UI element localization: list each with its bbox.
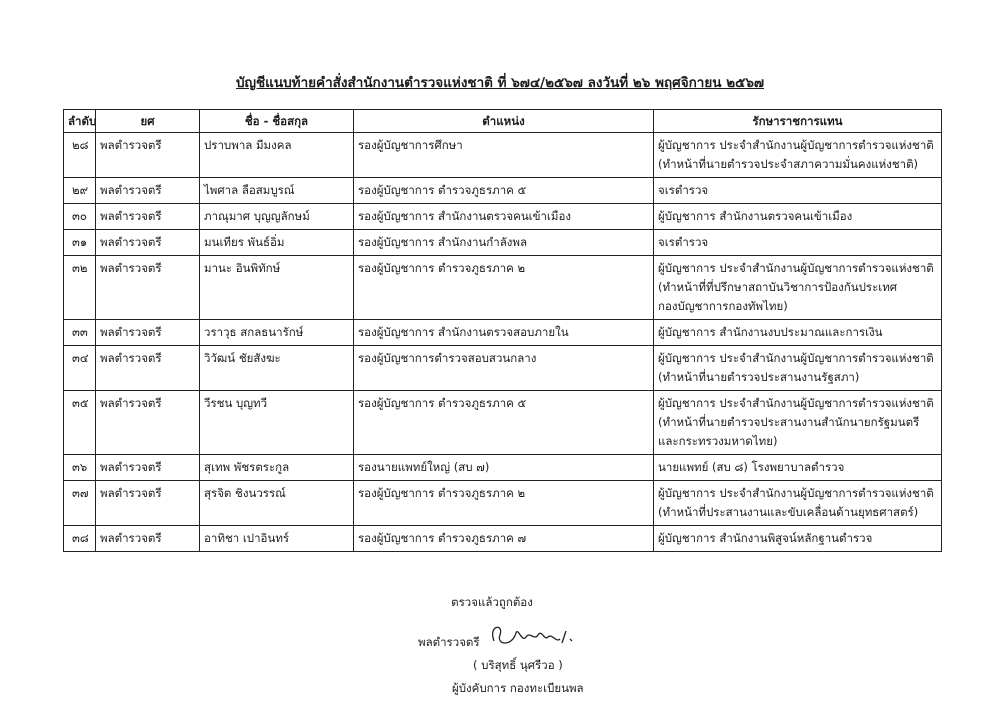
cell-acting bbox=[654, 481, 942, 526]
header-order: ลำดับ bbox=[64, 110, 96, 133]
acting-line: กองบัญชาการกองทัพไทย) bbox=[658, 299, 788, 313]
cell-acting bbox=[654, 204, 942, 230]
personnel-table bbox=[63, 109, 942, 552]
table-row bbox=[64, 256, 942, 320]
acting-line: ผู้บัญชาการ สำนักงานพิสูจน์หลักฐานตำรวจ bbox=[658, 531, 873, 545]
cell-acting bbox=[654, 256, 942, 320]
signer-position: ผู้บังคับการ กองทะเบียนพล bbox=[452, 681, 584, 695]
acting-line: นายแพทย์ (สบ ๘) โรงพยาบาลตำรวจ bbox=[658, 460, 845, 474]
signer-rank: พลตำรวจตรี bbox=[418, 635, 480, 649]
signature-image bbox=[486, 621, 586, 651]
cell-order: ๒๘ bbox=[64, 133, 96, 178]
cell-order: ๓๘ bbox=[64, 526, 96, 552]
cell-position: รองนายแพทย์ใหญ่ (สบ ๗) bbox=[354, 455, 654, 481]
table-row bbox=[64, 526, 942, 552]
cell-position: รองผู้บัญชาการ สำนักงานตรวจสอบภายใน bbox=[354, 320, 654, 346]
cell-order: ๓๓ bbox=[64, 320, 96, 346]
cell-position: รองผู้บัญชาการ ตำรวจภูธรภาค ๕ bbox=[354, 391, 654, 455]
table-header-row bbox=[64, 110, 942, 133]
acting-line: จเรตำรวจ bbox=[658, 235, 709, 249]
cell-rank: พลตำรวจตรี bbox=[96, 133, 200, 178]
cell-order: ๓๑ bbox=[64, 230, 96, 256]
cell-position: รองผู้บัญชาการศึกษา bbox=[354, 133, 654, 178]
acting-line: (ทำหน้าที่ที่ปรึกษาสถาบันวิชาการป้องกันประเทศ bbox=[658, 280, 898, 294]
table-row bbox=[64, 455, 942, 481]
cell-position: รองผู้บัญชาการ ตำรวจภูธรภาค ๕ bbox=[354, 178, 654, 204]
signer-name: ( บริสุทธิ์ นุศรีวอ ) bbox=[473, 658, 563, 672]
cell-position: รองผู้บัญชาการ สำนักงานกำลังพล bbox=[354, 230, 654, 256]
cell-position: รองผู้บัญชาการ สำนักงานตรวจคนเข้าเมือง bbox=[354, 204, 654, 230]
cell-rank: พลตำรวจตรี bbox=[96, 204, 200, 230]
acting-line: (ทำหน้าที่นายตำรวจประสานงานสำนักนายกรัฐมนตรี bbox=[658, 415, 920, 429]
header-acting: รักษาราชการแทน bbox=[654, 110, 942, 133]
verified-text: ตรวจแล้วถูกต้อง bbox=[451, 595, 533, 609]
cell-acting bbox=[654, 346, 942, 391]
table-row bbox=[64, 204, 942, 230]
table-row bbox=[64, 346, 942, 391]
cell-rank: พลตำรวจตรี bbox=[96, 391, 200, 455]
cell-order: ๓๔ bbox=[64, 346, 96, 391]
cell-order: ๒๙ bbox=[64, 178, 96, 204]
cell-name: สุเทพ พัชรตระกูล bbox=[200, 455, 354, 481]
cell-name: วราวุธ สกลธนารักษ์ bbox=[200, 320, 354, 346]
cell-name: ไพศาล ลือสมบูรณ์ bbox=[200, 178, 354, 204]
cell-name: มานะ อินพิทักษ์ bbox=[200, 256, 354, 320]
cell-name: มนเทียร พันธ์อิ่ม bbox=[200, 230, 354, 256]
header-name: ชื่อ - ชื่อสกุล bbox=[200, 110, 354, 133]
table-row bbox=[64, 320, 942, 346]
cell-acting bbox=[654, 526, 942, 552]
cell-position: รองผู้บัญชาการ ตำรวจภูธรภาค ๒ bbox=[354, 256, 654, 320]
acting-line: (ทำหน้าที่ประสานงานและขับเคลื่อนด้านยุทธศาสตร์) bbox=[658, 505, 919, 519]
acting-line: ผู้บัญชาการ ประจำสำนักงานผู้บัญชาการตำรวจแห่งชาติ bbox=[658, 396, 934, 410]
cell-name: ภาณุมาศ บุญญลักษม์ bbox=[200, 204, 354, 230]
document-title: บัญชีแนบท้ายคำสั่งสำนักงานตำรวจแห่งชาติ ที่ ๖๗๔/๒๕๖๗ ลงวันที่ ๒๖ พฤศจิกายน ๒๕๖๗ bbox=[235, 75, 765, 91]
acting-line: ผู้บัญชาการ ประจำสำนักงานผู้บัญชาการตำรวจแห่งชาติ bbox=[658, 261, 934, 275]
cell-name: วีรชน บุญทวี bbox=[200, 391, 354, 455]
cell-acting bbox=[654, 391, 942, 455]
acting-line: จเรตำรวจ bbox=[658, 183, 709, 197]
cell-order: ๓๕ bbox=[64, 391, 96, 455]
cell-order: ๓๖ bbox=[64, 455, 96, 481]
header-rank: ยศ bbox=[96, 110, 200, 133]
table-row bbox=[64, 133, 942, 178]
acting-line: ผู้บัญชาการ ประจำสำนักงานผู้บัญชาการตำรวจแห่งชาติ bbox=[658, 351, 934, 365]
acting-line: ผู้บัญชาการ สำนักงานตรวจคนเข้าเมือง bbox=[658, 209, 853, 223]
cell-acting bbox=[654, 455, 942, 481]
cell-rank: พลตำรวจตรี bbox=[96, 455, 200, 481]
acting-line: ผู้บัญชาการ สำนักงานงบประมาณและการเงิน bbox=[658, 325, 883, 339]
cell-position: รองผู้บัญชาการ ตำรวจภูธรภาค ๗ bbox=[354, 526, 654, 552]
acting-line: ผู้บัญชาการ ประจำสำนักงานผู้บัญชาการตำรวจแห่งชาติ bbox=[658, 486, 934, 500]
acting-line: และกระทรวงมหาดไทย) bbox=[658, 434, 778, 448]
cell-position: รองผู้บัญชาการตำรวจสอบสวนกลาง bbox=[354, 346, 654, 391]
table-row bbox=[64, 230, 942, 256]
acting-line: (ทำหน้าที่นายตำรวจประสานงานรัฐสภา) bbox=[658, 370, 860, 384]
cell-rank: พลตำรวจตรี bbox=[96, 178, 200, 204]
cell-rank: พลตำรวจตรี bbox=[96, 526, 200, 552]
cell-name: สุรจิต ชิงนวรรณ์ bbox=[200, 481, 354, 526]
table-row bbox=[64, 391, 942, 455]
cell-name: อาทิชา เปาอินทร์ bbox=[200, 526, 354, 552]
header-position: ตำแหน่ง bbox=[354, 110, 654, 133]
cell-rank: พลตำรวจตรี bbox=[96, 346, 200, 391]
cell-rank: พลตำรวจตรี bbox=[96, 481, 200, 526]
cell-rank: พลตำรวจตรี bbox=[96, 230, 200, 256]
cell-order: ๓๗ bbox=[64, 481, 96, 526]
acting-line: (ทำหน้าที่นายตำรวจประจำสภาความมั่นคงแห่งชาติ) bbox=[658, 157, 919, 171]
table-row bbox=[64, 481, 942, 526]
cell-name: ปราบพาล มีมงคล bbox=[200, 133, 354, 178]
cell-acting bbox=[654, 230, 942, 256]
cell-rank: พลตำรวจตรี bbox=[96, 256, 200, 320]
cell-acting bbox=[654, 178, 942, 204]
acting-line: ผู้บัญชาการ ประจำสำนักงานผู้บัญชาการตำรวจแห่งชาติ bbox=[658, 138, 934, 152]
table-row bbox=[64, 178, 942, 204]
cell-rank: พลตำรวจตรี bbox=[96, 320, 200, 346]
cell-name: วิวัฒน์ ชัยสังฆะ bbox=[200, 346, 354, 391]
cell-acting bbox=[654, 320, 942, 346]
cell-order: ๓๐ bbox=[64, 204, 96, 230]
cell-position: รองผู้บัญชาการ ตำรวจภูธรภาค ๒ bbox=[354, 481, 654, 526]
cell-order: ๓๒ bbox=[64, 256, 96, 320]
cell-acting bbox=[654, 133, 942, 178]
